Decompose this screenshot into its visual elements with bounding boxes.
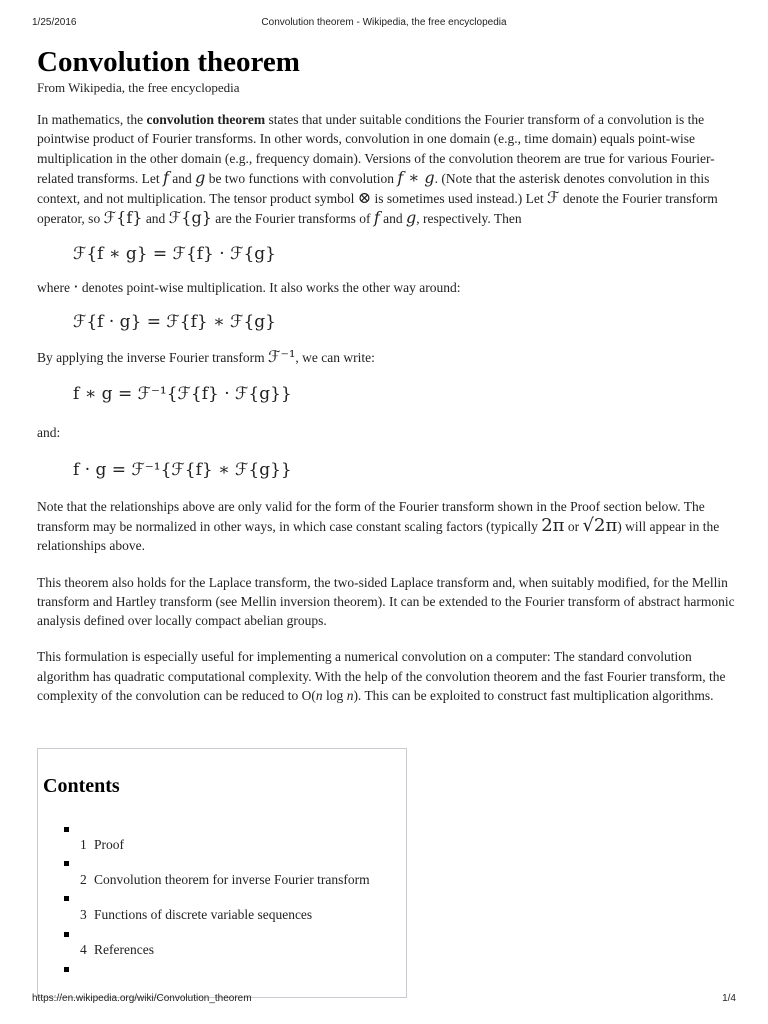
numeric-paragraph bbox=[37, 647, 737, 705]
toc-item-proof[interactable] bbox=[80, 837, 124, 853]
intro-text-j: and bbox=[379, 211, 406, 227]
toc-bullet bbox=[64, 861, 69, 866]
where-text-a: where bbox=[37, 279, 74, 295]
numeric-text-a: This formulation is especially useful for implementing a numerical convolution on a computer: The standard convolution algorithm has quadratic computational complexity. With the help of the convolution theorem and the fast Fourier transform, the complexity of the convolution can be reduced to O( bbox=[37, 649, 726, 704]
note-text-a: Note that the relationships above are only valid for the form of the Fourier transform shown in the Proof section below. The transform may be normalized in other ways, in which case constant scaling factors (typically bbox=[37, 498, 705, 534]
inverse-paragraph bbox=[37, 347, 737, 367]
toc-item-discrete-sequences[interactable] bbox=[80, 907, 312, 923]
toc-item-number: 4 bbox=[80, 942, 87, 957]
intro-text-h: and bbox=[142, 211, 169, 227]
inverse-text-b: , we can write: bbox=[295, 350, 375, 366]
intro-text-b: states that under suitable conditions the Fourier transform of a convolution is the pointwise product of Fourier transforms. In other words, convolution in one domain (e.g., time domain) equals point-wise multiplication in the other domain (e.g., frequency domain). Versions of the convolution theorem are true for various Fourier-related transforms. Let bbox=[37, 112, 715, 186]
intro-text-c: and bbox=[168, 170, 196, 186]
intro-text-a: In mathematics, the bbox=[37, 112, 147, 127]
math-sqrt-two-pi: √2π bbox=[582, 514, 618, 536]
equation-multiplication: ℱ{f · g} = ℱ{f} ∗ ℱ{g} bbox=[73, 312, 276, 333]
print-footer bbox=[32, 993, 736, 1007]
math-fourier-operator: ℱ bbox=[546, 188, 560, 208]
toc-bullet bbox=[64, 967, 69, 972]
toc-bullet bbox=[64, 827, 69, 832]
and-paragraph: and: bbox=[37, 425, 61, 441]
where-paragraph bbox=[37, 277, 737, 297]
toc-item-number: 2 bbox=[80, 872, 87, 887]
print-date: 1/25/2016 bbox=[32, 17, 77, 28]
math-n-1: n bbox=[315, 688, 323, 704]
toc-item-references[interactable] bbox=[80, 942, 154, 958]
intro-text-k: , respectively. Then bbox=[416, 211, 522, 227]
toc-bullet bbox=[64, 896, 69, 901]
note-text-c: ) will appear in the relationships above. bbox=[37, 518, 720, 554]
numeric-text-b: ). This can be exploited to construct fast multiplication algorithms. bbox=[353, 688, 714, 704]
toc-item-label: Functions of discrete variable sequences bbox=[94, 907, 313, 922]
otimes-symbol: ⊗ bbox=[357, 188, 372, 208]
toc-item-number: 1 bbox=[80, 837, 87, 852]
equation-inverse-convolution: f ∗ g = ℱ⁻¹{ℱ{f} · ℱ{g}} bbox=[73, 384, 292, 405]
equation-inverse-multiplication: f · g = ℱ⁻¹{ℱ{f} ∗ ℱ{g}} bbox=[73, 459, 292, 480]
table-of-contents bbox=[37, 748, 407, 998]
print-page-number: 1/4 bbox=[722, 993, 736, 1004]
note-paragraph bbox=[37, 497, 737, 556]
intro-paragraph bbox=[37, 110, 737, 229]
numeric-log: log bbox=[322, 688, 347, 704]
print-url: https://en.wikipedia.org/wiki/Convolution_theorem bbox=[32, 993, 252, 1004]
intro-text-e: . (Note that the asterisk denotes convolution in this context, and not multiplication. The tensor product symbol bbox=[37, 170, 710, 207]
where-text-b: denotes point-wise multiplication. It also works the other way around: bbox=[78, 279, 461, 295]
math-inverse-operator: ℱ⁻¹ bbox=[267, 347, 296, 367]
toc-item-label: References bbox=[94, 942, 154, 957]
math-f-2: f bbox=[373, 208, 380, 228]
page-title: Convolution theorem bbox=[37, 46, 300, 78]
math-n-2: n bbox=[346, 688, 354, 704]
math-g-2: g bbox=[406, 208, 417, 228]
math-dot: · bbox=[73, 276, 79, 296]
intro-text-i: are the Fourier transforms of bbox=[211, 211, 374, 227]
math-two-pi: 2π bbox=[541, 514, 565, 536]
print-page-title: Convolution theorem - Wikipedia, the free encyclopedia bbox=[261, 17, 507, 28]
intro-text-g: denote the Fourier transform operator, so bbox=[37, 191, 718, 227]
toc-item-inverse-fourier[interactable] bbox=[80, 872, 370, 888]
article-body bbox=[37, 44, 737, 705]
math-g: g bbox=[195, 167, 206, 187]
toc-item-label: Proof bbox=[94, 837, 124, 852]
math-Fg: ℱ{g} bbox=[168, 208, 212, 228]
page-subtitle: From Wikipedia, the free encyclopedia bbox=[37, 80, 240, 95]
laplace-paragraph: This theorem also holds for the Laplace transform, the two-sided Laplace transform and, when suitably modified, for the Mellin transform and Hartley transform (see Mellin inversion theorem). It can be extended to the Fourier transform of abstract harmonic analysis defined over locally compact abelian groups. bbox=[37, 574, 735, 629]
intro-text-f: is sometimes used instead.) Let bbox=[371, 191, 547, 207]
inverse-text-a: By applying the inverse Fourier transform bbox=[37, 350, 268, 366]
toc-title: Contents bbox=[43, 775, 120, 797]
equation-convolution: ℱ{f ∗ g} = ℱ{f} · ℱ{g} bbox=[73, 243, 276, 264]
math-f: f bbox=[162, 167, 169, 187]
toc-bullet bbox=[64, 932, 69, 937]
print-header bbox=[32, 17, 736, 31]
bold-term-convolution-theorem[interactable]: convolution theorem bbox=[146, 112, 266, 127]
math-f-conv-g: f ∗ g bbox=[397, 167, 435, 187]
toc-item-number: 3 bbox=[80, 907, 87, 922]
toc-item-label: Convolution theorem for inverse Fourier transform bbox=[94, 872, 370, 887]
intro-text-d: be two functions with convolution bbox=[205, 170, 398, 186]
note-text-b: or bbox=[564, 518, 583, 534]
math-Ff: ℱ{f} bbox=[103, 208, 143, 228]
